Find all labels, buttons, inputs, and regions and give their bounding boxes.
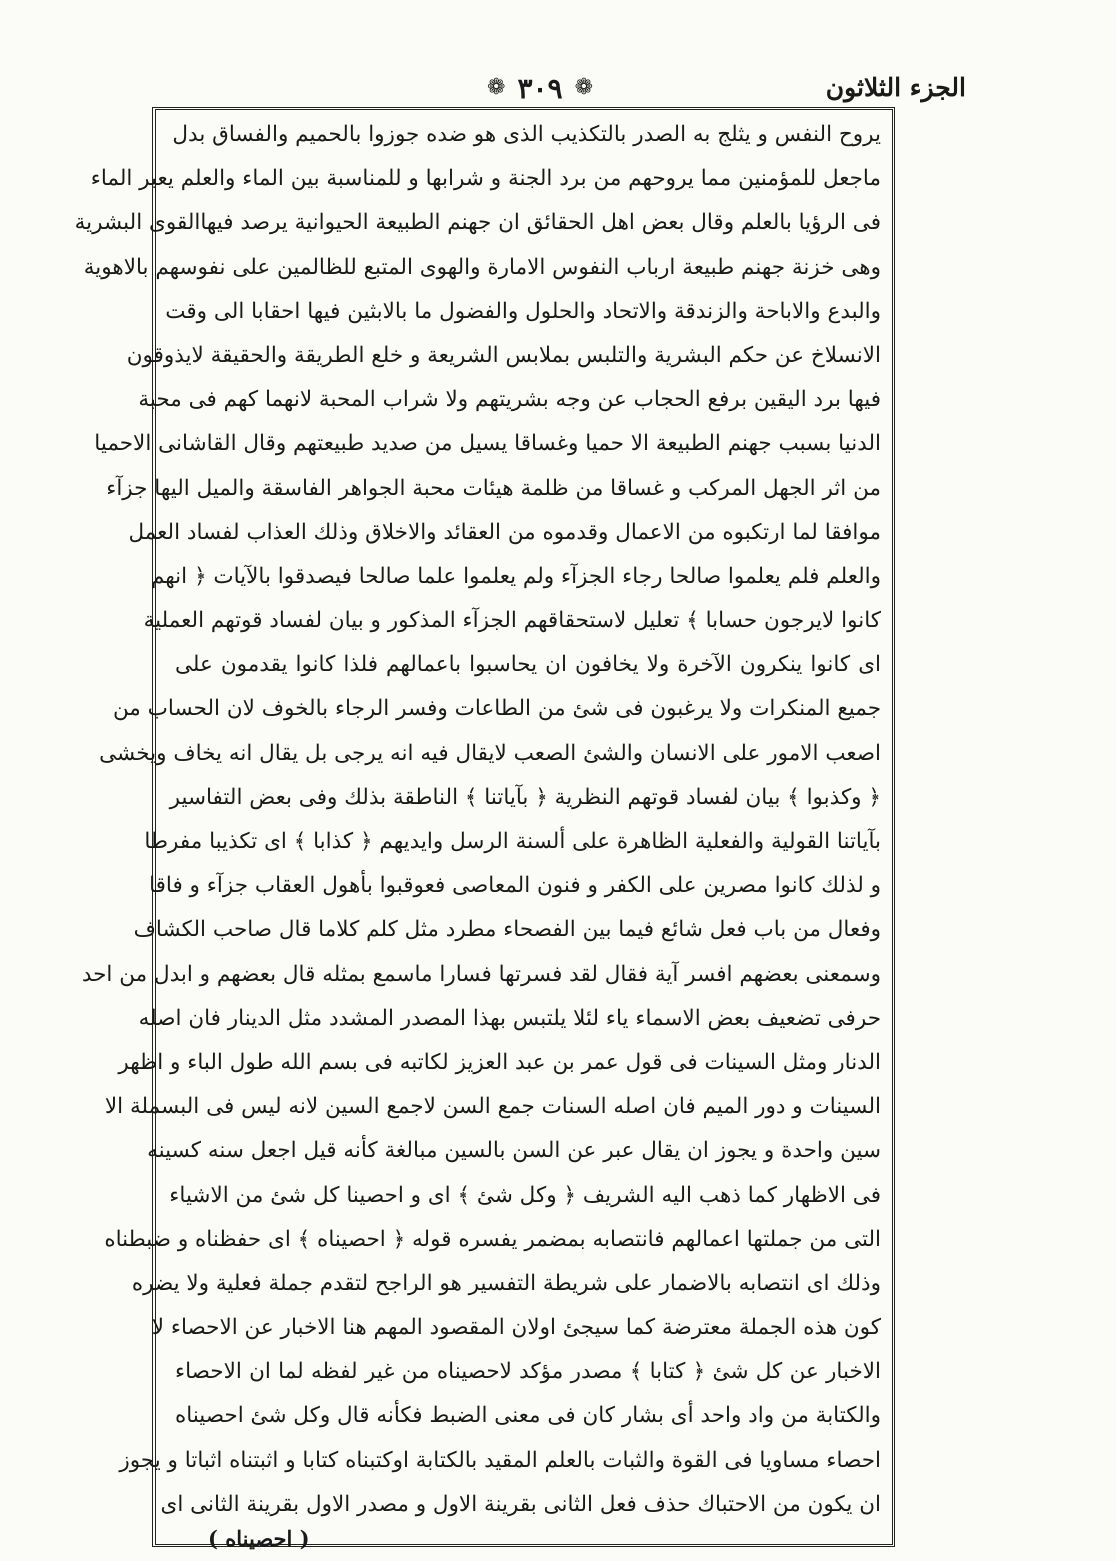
text-line: موافقا لما ارتكبوه من الاعمال وقدموه من العقائد والاخلاق وذلك العذاب لفساد العمل [128, 519, 881, 545]
text-line: ﴿ وكذبوا ﴾ بيان لفساد قوتهم النظرية ﴿ بآياتنا ﴾ الناطقة بذلك وفى بعض التفاسير [169, 784, 881, 810]
text-line: والعلم فلم يعلموا صالحا رجاء الجزآء ولم يعلموا علما صالحا فيصدقوا بالآيات ﴿ انهم [150, 563, 881, 589]
text-line: كانوا لايرجون حسابا ﴾ تعليل لاستحقاقهم الجزآء المذكور و بيان لفساد قوتهم العملية [143, 608, 881, 634]
text-line: وهى خزنة جهنم طبيعة ارباب النفوس الامارة والهوى المتبع للظالمين على نفوسهم بالاهوية [83, 254, 881, 280]
text-line: التى من جملتها اعمالهم فانتصابه بمضمر يفسره قوله ﴿ احصيناه ﴾ اى حفظناه و ضبطناه [104, 1226, 881, 1252]
text-line: والكتابة من واد واحد أى بشار كان فى معنى الضبط فكأنه قال وكل شئ احصيناه [175, 1403, 881, 1429]
text-line: جميع المنكرات ولا يرغبون فى شئ من الطاعات وفسر الرجاء بالخوف لان الحساب من [112, 696, 881, 722]
text-line: سين واحدة و يجوز ان يقال عبر عن السن بالسين مبالغة كأنه قيل اجعل سنه كسينه [147, 1138, 881, 1164]
text-line: يروح النفس و يثلج به الصدر بالتكذيب الذى هو ضده جوزوا بالحميم والفساق بدل [172, 122, 881, 147]
text-line: وذلك اى انتصابه بالاضمار على شريطة التفسير هو الراجح لتقدم جملة فعلية ولا يضره [131, 1270, 881, 1296]
text-line: والبدع والاباحة والزندقة والاتحاد والحلول والفضول ما بالابثين فيها احقابا الى وقت [165, 298, 881, 324]
text-line: احصاء مساويا فى القوة والثبات بالعلم المقيد بالكتابة اوكتبناه كتابا و اثبتناه اثباتا و يجوز [119, 1447, 881, 1473]
text-line: الانسلاخ عن حكم البشرية والتلبس بملابس الشريعة و خلع الطريقة والحقيقة لايذوقون [126, 342, 881, 368]
text-line: وسمعنى بعضهم افسر آية فقال لقد فسرتها فسارا ماسمع بمثله قال بعضهم و ابدل من احد [81, 961, 881, 987]
text-line: بآياتنا القولية والفعلية الظاهرة على ألسنة الرسل وايديهم ﴿ كذابا ﴾ اى تكذيبا مفرطا [144, 829, 881, 854]
catchword: ( احصيناه ) [208, 1526, 310, 1551]
text-line: اى كانوا ينكرون الآخرة ولا يخافون ان يحاسبوا باعمالهم فلذا كانوا يقدمون على [175, 652, 881, 678]
right-ornament-icon: ❁ [487, 75, 506, 100]
text-line: من اثر الجهل المركب و غساقا من ظلمة هيئات محبة الجواهر الفاسقة والميل اليها جزآء [106, 475, 881, 501]
text-line: وفعال من باب فعل شائع فيما بين الفصحاء مطرد مثل كلم كلاما قال صاحب الكشاف [133, 917, 881, 943]
main-text-block [74, 113, 881, 1541]
running-title: الجزء الثلاثون [825, 73, 966, 102]
text-line: ماجعل للمؤمنين مما يروحهم من برد الجنة و شرابها و للمناسبة بين الماء والعلم يعبر الماء [90, 166, 881, 192]
page-number: ٣٠٩ [517, 71, 563, 105]
text-line: فيها برد اليقين برفع الحجاب عن وجه بشريتهم ولا شراب المحبة لانهما كهم فى محبة [138, 387, 881, 413]
text-line: الاخبار عن كل شئ ﴿ كتابا ﴾ مصدر مؤكد لاحصيناه من غير لفظه لما ان الاحصاء [175, 1359, 881, 1385]
text-line: الدنار ومثل السينات فى قول عمر بن عبد العزيز لكاتبه فى بسم الله طول الباء و اظهر [118, 1049, 881, 1075]
left-ornament-icon: ❁ [574, 75, 593, 100]
text-line: فى الرؤيا بالعلم وقال بعض اهل الحقائق ان جهنم الطبيعة الحيوانية يرصد فيهاالقوى البشرية [74, 210, 881, 236]
text-line: حرفى تضعيف بعض الاسماء ياء لئلا يلتبس بهذا المصدر المشدد مثل الدينار فان اصله [138, 1005, 881, 1031]
page-number-ornament [465, 71, 615, 105]
text-line: اصعب الامور على الانسان والشئ الصعب لايقال فيه انه يرجى بل يقال انه يخاف ويخشى [99, 740, 881, 766]
text-line: و لذلك كانوا مصرين على الكفر و فنون المعاصى فعوقبوا بأهول العقاب جزآء و فاقا [149, 873, 881, 899]
text-line: السينات و دور الميم فان اصله السنات جمع السن لاجمع السين لانه ليس فى البسملة الا [104, 1094, 881, 1120]
text-line: الدنيا بسبب جهنم الطبيعة الا حميا وغساقا يسيل من صديد طبيعتهم وقال القاشانى الاحميا [94, 431, 881, 457]
text-line: ان يكون من الاحتباك حذف فعل الثانى بقرينة الاول و مصدر الاول بقرينة الثانى اى [160, 1491, 881, 1517]
text-line: فى الاظهار كما ذهب اليه الشريف ﴿ وكل شئ ﴾ اى و احصينا كل شئ من الاشياء [169, 1182, 881, 1208]
page-header [0, 71, 1116, 111]
text-line: كون هذه الجملة معترضة كما سيجئ اولان المقصود المهم هنا الاخبار عن الاحصاء لا [151, 1315, 881, 1341]
